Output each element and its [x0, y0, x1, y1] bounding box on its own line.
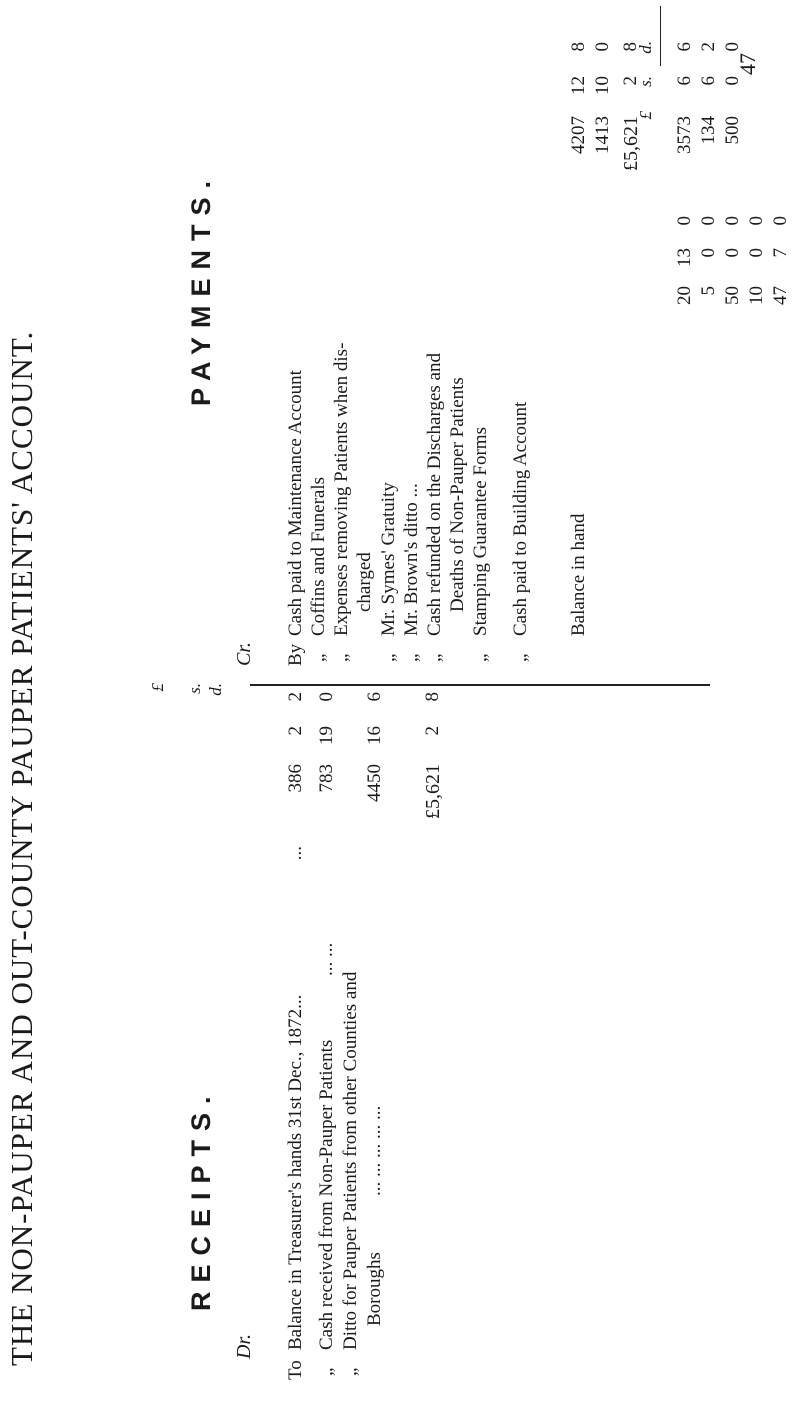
payments-inner-amount: [672, 176, 698, 326]
receipts-amount: [314, 656, 340, 906]
payments-shilling-header: s.: [636, 76, 655, 87]
row-prefix: „: [378, 653, 399, 662]
amount-pence: 0: [722, 42, 743, 52]
amount-pence: 6: [364, 692, 385, 702]
payments-side-label: Cr.: [233, 642, 255, 666]
row-description: Boroughs: [364, 1252, 385, 1326]
payments-inner-amount: [768, 176, 794, 326]
amount-shillings: 2: [285, 726, 306, 736]
balance-shillings: 10: [592, 76, 613, 95]
amount-pounds: 783: [316, 764, 337, 793]
amount-pounds: 47: [770, 286, 791, 305]
receipts-amount: [362, 656, 388, 906]
amount-shillings: 7: [770, 248, 791, 258]
amount-pence: 0: [746, 216, 767, 226]
amount-pounds: 500: [722, 116, 743, 145]
row-description: Mr. Brown's ditto ...: [401, 483, 422, 636]
total-shillings: 2: [620, 76, 641, 86]
row-description: Balance in Treasurer's hands 31st Dec., 1872...: [285, 994, 306, 1350]
row-prefix: To: [285, 1360, 306, 1380]
row-prefix: „: [340, 1367, 361, 1376]
amount-pence: 0: [722, 216, 743, 226]
amount-shillings: 0: [746, 248, 767, 258]
amount-pence: 0: [698, 216, 719, 226]
amount-shillings: 16: [364, 726, 385, 745]
balance-pence: 0: [592, 42, 613, 52]
row-description: Cash paid to Building Account: [510, 401, 531, 636]
amount-pounds: 10: [746, 286, 767, 305]
balance-pounds: 1413: [592, 116, 613, 154]
page-title: THE NON-PAUPER AND OUT-COUNTY PAUPER PATIENTS' ACCOUNT.: [4, 330, 39, 1366]
total-pence: 8: [620, 42, 641, 52]
amount-pence: 0: [674, 216, 695, 226]
row-description: Ditto for Pauper Patients from other Counties and: [340, 971, 361, 1350]
amount-pounds: 3573: [674, 116, 695, 154]
row-description: Coffins and Funerals: [308, 476, 329, 636]
row-description: Deaths of Non-Pauper Patients: [447, 377, 468, 612]
subtotal-shillings: 12: [568, 76, 589, 95]
total-shillings: 2: [422, 726, 443, 736]
balance-label: Balance in hand: [568, 513, 589, 636]
row-description: Cash received from Non-Pauper Patients: [316, 1039, 337, 1350]
amount-pence: 0: [770, 216, 791, 226]
receipts-pound-header: £: [148, 683, 167, 692]
section-divider: [250, 684, 710, 686]
payments-balance: [590, 16, 616, 176]
receipts-row: [338, 706, 364, 1406]
row-prefix: „: [308, 653, 329, 662]
receipts-heading: RECEIPTS.: [186, 1087, 216, 1311]
payments-inner-amount: [696, 176, 722, 326]
row-prefix: By: [285, 643, 306, 666]
amount-dots: ...: [285, 846, 306, 861]
payments-inner-amount: [744, 176, 770, 326]
row-description: Expenses removing Patients when dis-: [331, 342, 352, 636]
payments-inner-amount: [720, 176, 746, 326]
row-description: Mr. Symes' Gratuity: [378, 482, 399, 636]
amount-pence: 2: [285, 692, 306, 702]
payments-row: [508, 26, 534, 666]
receipts-shilling-header: s.: [185, 683, 204, 694]
row-description: Stamping Guarantee Forms: [470, 427, 491, 636]
amount-pounds: 134: [698, 116, 719, 145]
total-pence: 8: [422, 692, 443, 702]
total-pounds: £5,621: [422, 764, 444, 819]
amount-pence: 0: [316, 692, 337, 702]
amount-pounds: 20: [674, 286, 695, 305]
subtotal-pence: 8: [568, 42, 589, 52]
payments-total: [618, 16, 644, 191]
amount-shillings: 19: [316, 726, 337, 745]
row-prefix: „: [316, 1367, 337, 1376]
amount-pounds: 50: [722, 286, 743, 305]
row-description: Cash paid to Maintenance Account: [285, 370, 306, 636]
amount-pence: 2: [698, 42, 719, 52]
row-leader-dots: ... ...: [316, 942, 337, 976]
subtotal-pounds: 4207: [568, 116, 589, 154]
payments-pound-header: £: [636, 111, 655, 120]
receipts-side-label: Dr.: [233, 1333, 255, 1359]
payments-amount: [696, 16, 722, 176]
row-prefix: „: [401, 653, 422, 662]
total-pounds: £5,621: [620, 116, 642, 171]
amount-pence: 6: [674, 42, 695, 52]
payments-row: [468, 26, 494, 666]
payments-amount: [720, 16, 746, 176]
page-number: 47: [735, 53, 760, 75]
receipts-pence-header: d.: [206, 683, 225, 696]
row-prefix: „: [424, 653, 445, 662]
amount-shillings: 0: [722, 248, 743, 258]
payments-subtotal: [566, 16, 592, 176]
subtotal-rule: [660, 6, 661, 66]
row-prefix: „: [331, 653, 352, 662]
row-description: Cash refunded on the Discharges and: [424, 353, 445, 636]
receipts-total: [420, 653, 446, 906]
amount-shillings: 0: [698, 248, 719, 258]
amount-pounds: 4450: [364, 764, 385, 802]
row-prefix: „: [470, 653, 491, 662]
amount-shillings: 0: [722, 76, 743, 86]
amount-pounds: 5: [698, 286, 719, 296]
payments-heading: PAYMENTS.: [186, 171, 216, 406]
amount-pounds: 386: [285, 764, 306, 793]
receipts-amount: [283, 656, 309, 906]
amount-shillings: 13: [674, 248, 695, 267]
payments-pence-header: d.: [636, 41, 655, 54]
amount-shillings: 6: [674, 76, 695, 86]
payments-amount: [672, 16, 698, 176]
row-leader-dots: ... ... ... ... ...: [364, 1105, 385, 1196]
row-description: charged: [354, 552, 375, 612]
amount-shillings: 6: [698, 76, 719, 86]
row-prefix: „: [510, 653, 531, 662]
payments-row: [352, 26, 378, 666]
